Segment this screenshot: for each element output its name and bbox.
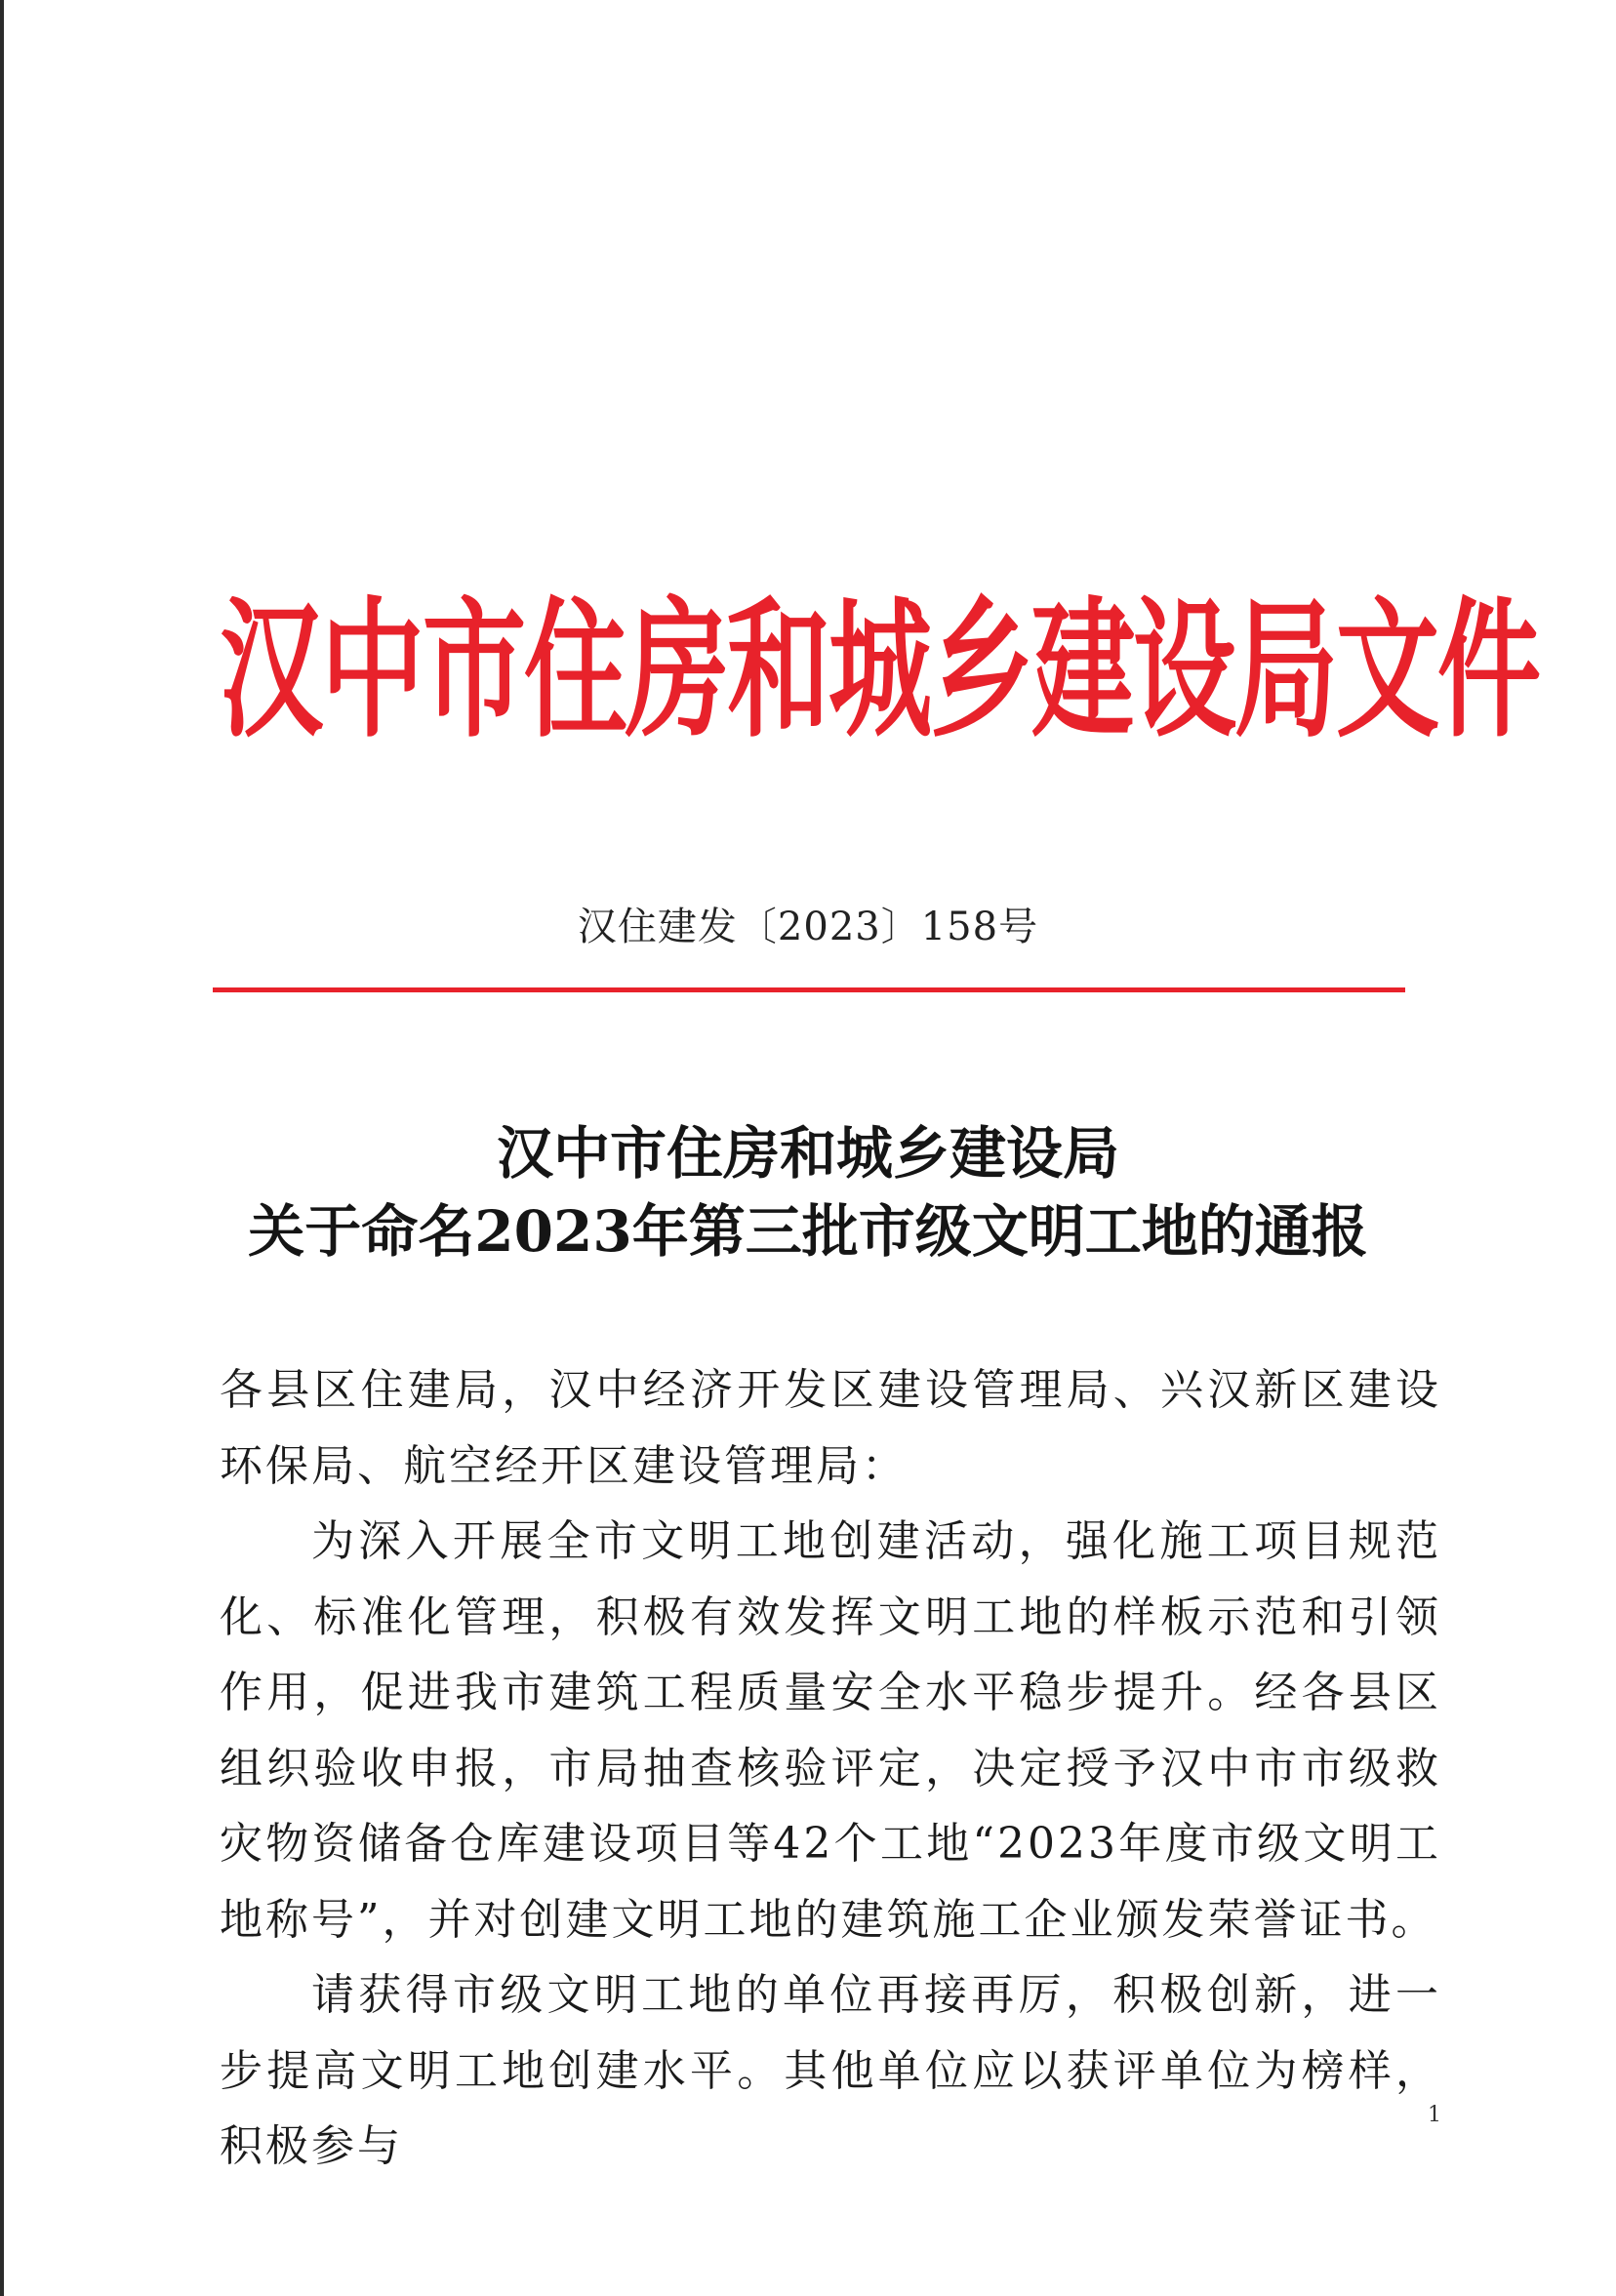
body-paragraph-2: 请获得市级文明工地的单位再接再厉，积极创新，进一步提高文明工地创建水平。其他单位应以获评单位为榜样，积极参与	[220, 1970, 1441, 2171]
document-number: 汉住建发〔2023〕158号	[577, 905, 1039, 949]
masthead-title: 汉中市住房和城乡建设局文件	[220, 584, 1539, 758]
recipients-paragraph: 各县区住建局，汉中经济开发区建设管理局、兴汉新区建设环保局、航空经开区建设管理局：	[220, 1365, 1441, 1491]
red-divider-line	[213, 987, 1405, 992]
document-body	[220, 1352, 1441, 2185]
body-paragraph-1: 为深入开展全市文明工地创建活动，强化施工项目规范化、标准化管理，积极有效发挥文明工地的样板示范和引领作用，促进我市建筑工程质量安全水平稳步提升。经各县区组织验收申报，市局抽查核验评定，决定授予汉中市市级救灾物资储备仓库建设项目等42个工地“2023年度市级文明工地称号”，并对创建文明工地的建筑施工企业颁发荣誉证书。	[220, 1516, 1441, 1945]
document-title-line1: 汉中市住房和城乡建设局	[496, 1120, 1119, 1187]
document-title-line2: 关于命名2023年第三批市级文明工地的通报	[248, 1198, 1368, 1265]
page-number: 1	[1428, 2103, 1441, 2127]
